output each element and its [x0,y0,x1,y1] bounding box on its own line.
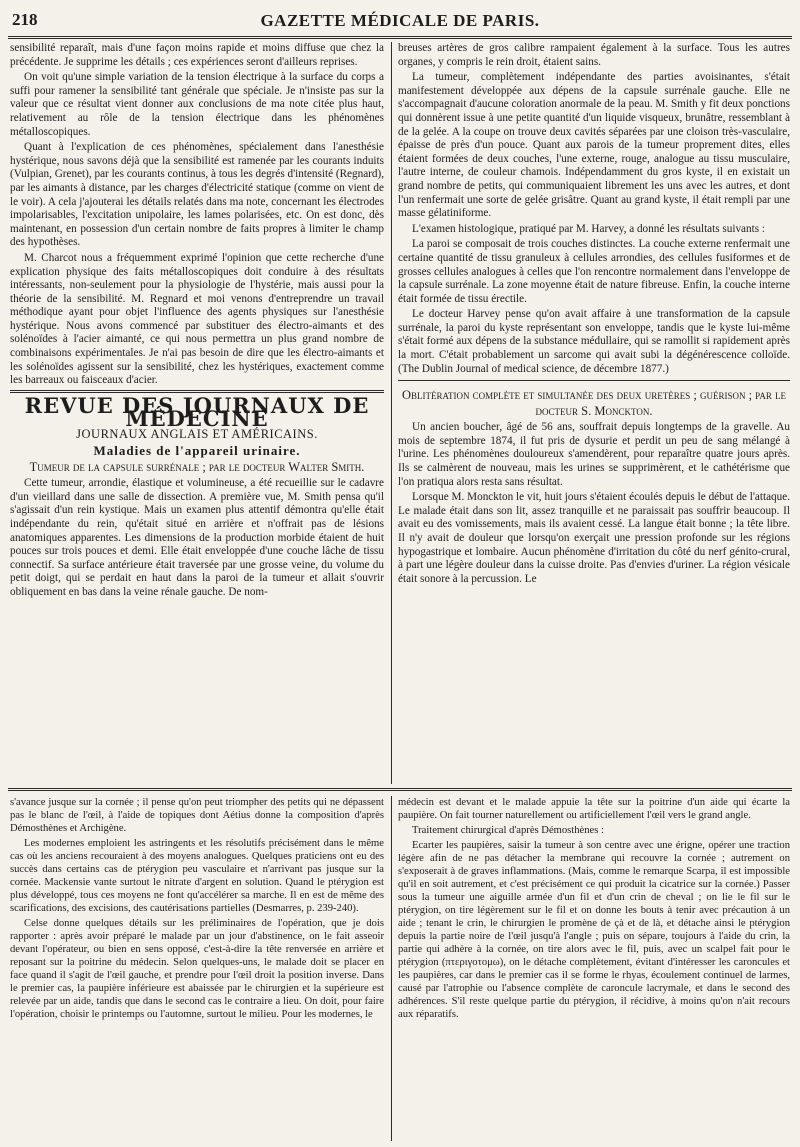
page-split-rule [8,788,792,791]
paragraph: On voit qu'une simple variation de la tension électrique à la surface du corps a suffi pour ramener la sensibilité tant générale que spéciale. Je n'insiste pas sur la valeur que ce résultat vient donner aux conclusions de ma note citée plus haut, relativement au rôle de la tension électrique dans les phénomènes métalloscopiques. [10,71,384,138]
review-title: REVUE DES JOURNAUX DE MÉDECINE [24,392,370,432]
paragraph: Ecarter les paupières, saisir la tumeur à son centre avec une érigne, opérer une traction légère afin de ne pas détacher la membrane qui recouvre la cornée ; autrement on s'exposerait à de graves inflammations. (Mais, comme le remarque Scarpa, il est impossible qu'il en soit autrement, et c'est précisément ce qui produit la cicatrice sur la cornée.) Passer sous la tumeur une aiguille armée d'un fil et d'un crin de cheval ; on lie le fil sur le ptérygion, on tire légèrement sur le fil et on donne les bouts à tenir avec précaution à un aide ; tenant le crin, le chirurgien le promène de çà et de là, et détache ainsi le ptérygion depuis la partie noire de l'œil jusqu'à l'angle ; puis on sépare, toujours à l'aide du crin, la partie qui adhère à la cornée, on tire alors avec le fil, puis, avec un scalpel fait pour le ptérygion (πτεριγοτομω), on le détache complètement, évitant d'intéresser les caroncules et les paupières, car dans le premier cas il se forme le rhyas, écoulement continuel de larmes, causé par l'atrophie ou l'absence complète de caroncule lacrymale, et dans le second des adhérences. S'il reste quelque partie du ptérygion, il récidive, à moins qu'on n'ait recours aux réparatifs. [398,840,790,1020]
paragraph: L'examen histologique, pratiqué par M. Harvey, a donné les résultats suivants : [412,222,765,235]
paragraph: Les modernes emploient les astringents et les résolutifs précisément dans le même cas où les anciens recouraient à des moyens analogues. Quelques praticiens ont eu des succès dans certains cas de ptérygion peu vasculaire et n'arrivant pas jusque sur la cornée. Mackensie vante surtout le nitrate d'argent en solution. Quand le ptérygion est plus développé, tous ces moyens ne font qu'accélérer sa marche. Il en est de même des scarifications, des excisions, des cautérisations partielles (Desmarres, p. 239-240). [10,838,384,914]
upper-right-column [398,42,790,784]
paragraph: Traitement chirurgical d'après Démosthènes : [412,825,604,836]
review-subtitle: JOURNAUX ANGLAIS ET AMÉRICAINS. [76,427,318,442]
paragraph: Quant à l'explication de ces phénomènes, spécialement dans l'anesthésie hystérique, nous savons déjà que la sensibilité est ramenée par les courants induits (Vulpian, Grenet), par les courants continus, à tous les degrés d'intensité (Regnard), par les aimants à distance, par les charges d'électricité statique (comme on vient de le voir). A cela j'ajouterai les détails relatés dans ma note, concernant les électrodes impolarisables, l'excitation unipolaire, les lames polarisées, etc. On est donc, dès maintenant, en possession d'un certain nombre de faits propres à limiter le champ des hypothèses. [10,141,384,249]
paragraph: s'avance jusque sur la cornée ; il pense qu'on peut triompher des petits qui ne dépassent pas le blanc de l'œil, à l'aide de topiques dont Aétius donne la composition d'après Démosthènes et Archigène. [10,797,384,834]
page-header [8,10,792,34]
paragraph: médecin est devant et le malade appuie la tête sur la poitrine d'un aide qui écarte la paupière. On fait tourner naturellement ou artificiellement l'œil vers le grand angle. [398,797,790,821]
paragraph: breuses artères de gros calibre rampaient également à la surface. Tous les autres organes, y compris le rein droit, étaient sains. [398,42,790,68]
paragraph: Un ancien boucher, âgé de 56 ans, souffrait depuis longtemps de la gravelle. Au mois de septembre 1874, il fut pris de dysurie et perdit un peu de sang mélangé à l'urine. Les phénomènes douloureux s'amendèrent, pour reparaître quatre jours après. Ils se calmèrent de nouveau, mais les urines se supprimèrent, et le cathétérisme que l'on pratiqua alors resta sans résultat. [398,421,790,488]
paragraph: M. Charcot nous a fréquemment exprimé l'opinion que cette recherche d'une explication physique des faits métalloscopiques doit conduire à des résultats intéressants, non-seulement pour la physiologie de l'hystérie, mais aussi pour la théorie de la sensibilité. M. Regnard et moi venons d'entreprendre un travail méthodique ayant pour objet l'influence des agents physiques sur l'anesthésie hystérique. Nous avons commencé par substituer des électro-aimants et des solénoïdes à l'acier aimanté, ce qui nous permettra un plus grand nombre de combinaisons expérimentales. Je n'ai pas besoin de dire que les électro-aimants et les solénoïdes agissent sur la sensibilité, chez les hystériques, exactement comme les barreaux ou faisceaux d'acier. [10,251,384,387]
review-category: Maladies de l'appareil urinaire. [93,442,301,458]
column-rule-top [391,42,392,784]
paragraph: La tumeur, complètement indépendante des parties avoisinantes, s'était manifestement développée aux dépens de la capsule surrénale gauche. Elle ne s'accompagnait d'aucune coloration anormale de la peau. M. Smith y fit deux ponctions qui donnèrent issue à une petite quantité d'un liquide visqueux, brunâtre, ressemblant à de la gelée. A la coupe on trouve deux cavités séparées par une cloison très-vasculaire, épaisse de près d'un pouce. Quant aux parois de la tumeur proprement dites, elles étaient formées de deux couches, l'une externe, rouge, analogue au tissu musculaire, l'autre interne, de couleur chamois. Indépendamment du gros kyste, il en existait un grand nombre de petits, qui communiquaient librement les uns avec les autres, et dont l'un renfermait une sorte de gelée grisâtre. Quant au grand kyste, il était rempli par une masse gélatiniforme. [398,71,790,220]
upper-left-column [10,42,384,784]
journal-title: GAZETTE MÉDICALE DE PARIS. [260,11,540,30]
paragraph: Le docteur Harvey pense qu'on avait affaire à une transformation de la capsule surrénale, la paroi du kyste représentant son enveloppe, tandis que le kyste lui-même s'était formé aux dépens de la substance médullaire, qui se ramollit si rapidement après la mort. C'était probablement un sarcome qui avait subi la dégénérescence colloïde. (The Dublin Journal of medical science, de décembre 1877.) [398,308,790,375]
page-number: 218 [12,10,38,29]
paragraph: Celse donne quelques détails sur les préliminaires de l'opération, que je dois rapporter : après avoir préparé le malade par un jour d'abstinence, on le fait asseoir devant l'opérateur, ou bien en sens opposé, c'est-à-dire la tête renversée en arrière et reposant sur la poitrine du médecin. Selon quelques-uns, le malade doit se placer en face quand il s'agit de l'œil gauche, et prendre pour l'œil droit la position inverse. Dans le premier cas, la paupière inférieure est abaissée par le chirurgien et la supérieure est relevée par un aide, tandis que dans le second cas le contraire a lieu. On doit, pour faire l'opération, choisir le printemps ou l'automne, surtout le milieu. Pour les modernes, le [10,918,384,1020]
lower-left-column [10,796,384,1141]
paragraph: Lorsque M. Monckton le vit, huit jours s'étaient écoulés depuis le début de l'attaque. Le malade était dans son lit, assez tranquille et ne paraissait pas souffrir beaucoup. Il avait eu des vomissements, mais ils avaient cessé. La langue était bonne ; la tête libre. Il n'y avait de douleur que lorsqu'on exerçait une pression profonde sur les régions hypogastrique et lombaire. Aucun phénomène d'irritation du côté du nerf génito-crural, à part une légère douleur dans la cuisse droite. Pas d'envies d'uriner. La région vésicale était sonore à la percussion. Le [398,491,790,585]
column-rule-bottom [391,796,392,1141]
paragraph: sensibilité reparaît, mais d'une façon moins rapide et moins diffuse que chez la précédente. Je supprime les détails ; ces expériences seront d'ailleurs reprises. [10,42,384,68]
header-rule [8,36,792,39]
lower-right-column [398,796,790,1141]
article-divider [398,380,790,381]
article-title: Oblitération complète et simultanée des deux uretères ; guérison ; par le docteur S. Monckton. [402,388,786,419]
paragraph: La paroi se composait de trois couches distinctes. La couche externe renfermait une certaine quantité de tissu granuleux à cellules arrondies, des cellules fusiformes et de grosses cellules analogues à celles que l'on rencontre normalement dans l'enveloppe de la capsule surrénale. La zone moyenne était de nature fibreuse. Enfin, la couche interne était formée de tissu érectile. [398,238,790,305]
article-title: Tumeur de la capsule surrénale ; par le docteur Walter Smith. [29,460,365,475]
paragraph: Cette tumeur, arrondie, élastique et volumineuse, a été recueillie sur le cadavre d'un vieillard dans une salle de dissection. A première vue, M. Smith pensa qu'il s'agissait d'un rein kystique. Mais un examen plus attentif démontra qu'elle était indépendante du rein, qu'était situé en arrière et n'offrait pas de lésions anatomiques apparentes. Les dimensions de la production morbide étaient de huit pouces sur trois pouces et demi. Elle était enveloppée d'une couche lâche de tissu connectif. Sa surface antérieure était traversée par une grosse veine, du volume du petit doigt, qui se perdait en haut dans la paroi de la tumeur et allait s'ouvrir obliquement en bas dans la veine rénale gauche. De nom- [10,477,384,598]
